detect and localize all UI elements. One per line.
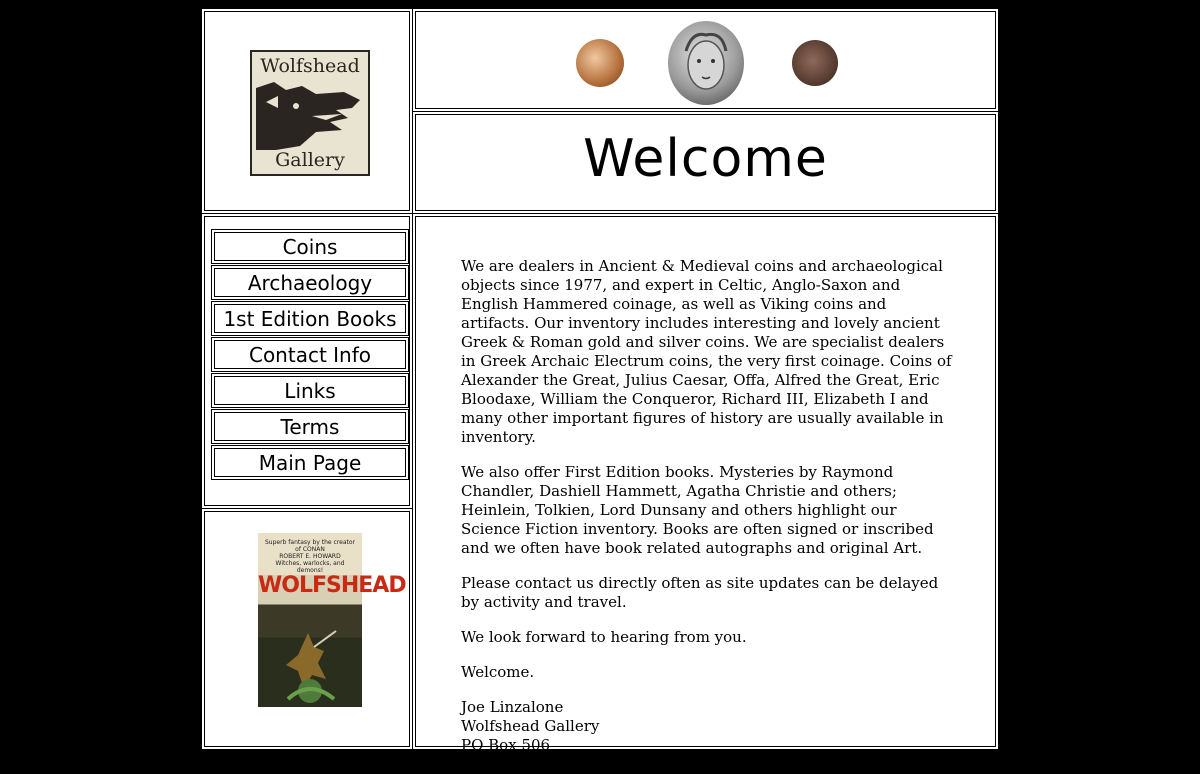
logo-top-word: Wolfshead (260, 55, 360, 77)
coin-icon (576, 39, 624, 87)
nav-links-button[interactable] (211, 373, 409, 408)
contact-paragraph: Please contact us directly often as site updates can be delayed by activity and travel. (461, 574, 939, 611)
address-line: Ridgewood NJ (461, 755, 570, 773)
nav-panel-border (204, 216, 410, 506)
title-panel-border (415, 114, 996, 211)
warrior-illustration-icon (278, 629, 342, 705)
wolf-head-icon (256, 80, 364, 150)
content-panel (413, 214, 998, 773)
closing-paragraph: We look forward to hearing from you. (461, 628, 747, 646)
logo-panel (202, 9, 412, 213)
book-tagline: Superb fantasy by the creator of CONAN (264, 539, 355, 553)
nav-label: Main Page (214, 448, 406, 477)
welcome-text (461, 257, 956, 774)
book-cover-text (262, 539, 358, 574)
nav-first-edition-books-button[interactable] (211, 301, 409, 336)
page-title: Welcome (583, 129, 828, 189)
coin-icon (792, 40, 838, 86)
nav-contact-info-button[interactable] (211, 337, 409, 372)
intro-paragraph: We are dealers in Ancient & Medieval coins and archaeological objects since 1977, and expert in Celtic, Anglo-Saxon and English Hammered coinage, as well as Viking coins and artifacts. Our inventory includes interesting and lovely ancient Greek & Roman gold and silver coins. We are specialist dealers in Greek Archaic Electrum coins, the very first coinage. Coins of Alexander the Great, Julius Caesar, Offa, Alfred the Great, Eric Bloodaxe, William the Conqueror, Richard III, Elizabeth I and many other important figures of history are usually available in inventory. (461, 257, 952, 446)
nav-main-page-button[interactable] (211, 445, 409, 480)
content-panel-border (415, 216, 996, 773)
book-author: ROBERT E. HOWARD (279, 553, 341, 560)
address-line: Joe Linzalone (461, 698, 564, 716)
book-tagline: Witches, warlocks, and demons! (275, 560, 345, 574)
nav-coins-button[interactable] (211, 229, 409, 264)
address-block (461, 698, 956, 774)
coins-banner (413, 9, 998, 111)
logo-bottom-word: Gallery (275, 149, 345, 171)
nav-panel (202, 214, 412, 508)
nav-label: Contact Info (214, 340, 406, 369)
address-line: Wolfshead Gallery (461, 717, 600, 735)
nav-label: Archaeology (214, 268, 406, 297)
title-panel (413, 112, 998, 213)
wolfshead-logo (250, 50, 370, 176)
coin-icon (668, 21, 744, 105)
coins-banner-border (415, 11, 996, 109)
nav-archaeology-button[interactable] (211, 265, 409, 300)
nav-label: 1st Edition Books (214, 304, 406, 333)
nav-label: Links (214, 376, 406, 405)
welcome-paragraph: Welcome. (461, 663, 535, 681)
book-title: WOLFSHEAD (258, 573, 406, 598)
wolfshead-book-cover[interactable] (258, 533, 406, 707)
nav-menu (211, 229, 409, 481)
book-panel-border (204, 511, 410, 747)
books-paragraph: We also offer First Edition books. Mysteries by Raymond Chandler, Dashiell Hammett, Agatha Christie and others; Heinlein, Tolkien, Lord Dunsany and others highlight our Science Fiction inventory. Books are often signed or inscribed and we often have book related autographs and original Art. (461, 463, 934, 557)
nav-terms-button[interactable] (211, 409, 409, 444)
nav-label: Terms (214, 412, 406, 441)
address-line: PO Box 506 (461, 736, 551, 754)
logo-panel-border (204, 11, 410, 211)
book-panel (202, 509, 412, 749)
nav-label: Coins (214, 232, 406, 261)
